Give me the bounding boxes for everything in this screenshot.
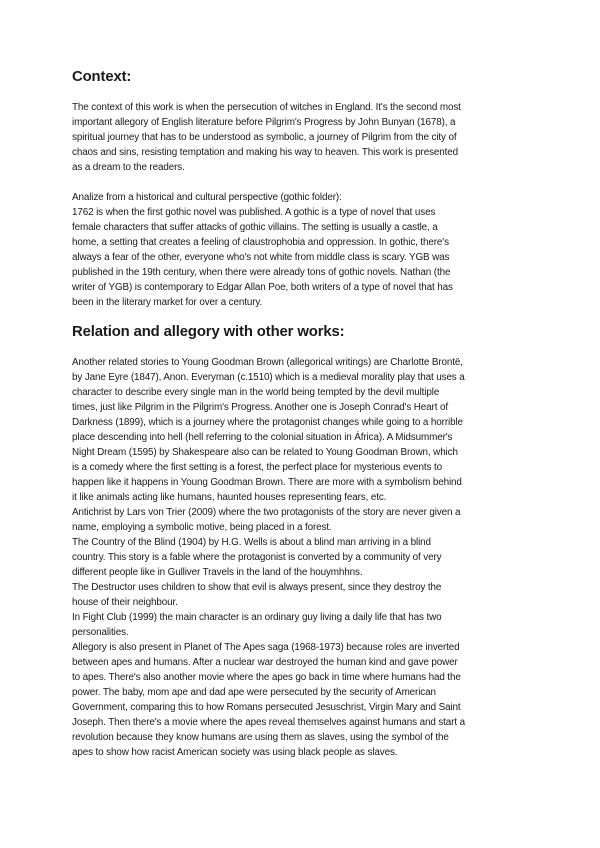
text-line: The context of this work is when the persecution of witches in England. It's the second most <box>72 102 461 113</box>
relation-heading: Relation and allegory with other works: <box>72 324 345 340</box>
text-line: name, employing a symbolic motive, being placed in a forest. <box>72 522 332 533</box>
text-line: between apes and humans. After a nuclear war destroyed the human kind and gave power <box>72 657 458 668</box>
spacer <box>72 175 542 190</box>
text-line: important allegory of English literature before Pilgrim's Progress by John Bunyan (1678), a <box>72 117 456 128</box>
text-line: Night Dream (1595) by Shakespeare also can be related to Young Goodman Brown, which <box>72 447 458 458</box>
text-line: home, a setting that creates a feeling of claustrophobia and oppression. In gothic, there's <box>72 237 449 248</box>
text-line: apes to show how racist American society was using black people as slaves. <box>72 747 398 758</box>
text-line: 1762 is when the first gothic novel was published. A gothic is a type of novel that uses <box>72 207 436 218</box>
text-line: Joseph. Then there's a movie where the apes reveal themselves against humans and start a <box>72 717 465 728</box>
text-line: female characters that suffer attacks of gothic villains. The setting is usually a castle, a <box>72 222 438 233</box>
text-line: In Fight Club (1999) the main character is an ordinary guy living a daily life that has two <box>72 612 442 623</box>
text-line: Analize from a historical and cultural perspective (gothic folder): <box>72 192 342 203</box>
text-line: personalities. <box>72 627 129 638</box>
text-line: Antichrist by Lars von Trier (2009) where the two protagonists of the story are never given a <box>72 507 461 518</box>
text-line: chaos and sins, resisting temptation and making his way to heaven. This work is presented <box>72 147 458 158</box>
text-line: house of their neighbour. <box>72 597 178 608</box>
text-line: place descending into hell (hell referring to the colonial situation in África). A Midsummer's <box>72 432 453 443</box>
text-line: character to describe every single man in the world being tempted by the devil multiple <box>72 387 440 398</box>
text-line: been in the literary market for over a century. <box>72 297 263 308</box>
spacer <box>72 310 542 325</box>
text-line: revolution because they know humans are using them as slaves, using the symbol of the <box>72 732 449 743</box>
context-paragraph-2 <box>72 190 542 310</box>
text-line: Darkness (1899), which is a journey where the protagonist changes while going to a horrible <box>72 417 463 428</box>
text-line: times, just like Pilgrim in the Pilgrim's Progress. Another one is Joseph Conrad's Heart of <box>72 402 448 413</box>
text-line: always a fear of the other, everyone who's not white from middle class is scary. YGB was <box>72 252 450 263</box>
text-line: Government, comparing this to how Romans persecuted Jesuschrist, Virgin Mary and Saint <box>72 702 461 713</box>
text-line: Another related stories to Young Goodman Brown (allegorical writings) are Charlotte Brontë, <box>72 357 463 368</box>
text-line: happen like it happens in Young Goodman Brown. There are more with a symbolism behind <box>72 477 462 488</box>
text-line: The Country of the Blind (1904) by H.G. Wells is about a blind man arriving in a blind <box>72 537 431 548</box>
text-line: different people like in Gulliver Travels in the land of the houymhhns. <box>72 567 363 578</box>
context-paragraph-1 <box>72 100 542 175</box>
text-line: country. This story is a fable where the protagonist is converted by a community of very <box>72 552 442 563</box>
spacer <box>72 85 542 100</box>
text-line: by Jane Eyre (1847), Anon. Everyman (c.1510) which is a medieval morality play that uses a <box>72 372 465 383</box>
text-line: to apes. There's also another movie where the apes go back in time where humans had the <box>72 672 461 683</box>
relation-paragraph <box>72 355 542 760</box>
text-line: The Destructor uses children to show that evil is always present, since they destroy the <box>72 582 442 593</box>
document-body <box>72 70 542 760</box>
context-heading: Context: <box>72 69 132 85</box>
text-line: is a comedy where the first setting is a forest, the perfect place for mysterious events to <box>72 462 442 473</box>
spacer <box>72 340 542 355</box>
text-line: published in the 19th century, when there were already tons of gothic novels. Nathan (the <box>72 267 451 278</box>
text-line: it like animals acting like humans, haunted houses representing fears, etc. <box>72 492 387 503</box>
text-line: power. The baby, mom ape and dad ape were persecuted by the security of American <box>72 687 436 698</box>
text-line: Allegory is also present in Planet of The Apes saga (1968-1973) because roles are inverted <box>72 642 460 653</box>
text-line: as a dream to the readers. <box>72 162 185 173</box>
text-line: spiritual journey that has to be understood as symbolic, a journey of Pilgrim from the city of <box>72 132 457 143</box>
text-line: writer of YGB) is contemporary to Edgar Allan Poe, both writers of a type of novel that has <box>72 282 453 293</box>
